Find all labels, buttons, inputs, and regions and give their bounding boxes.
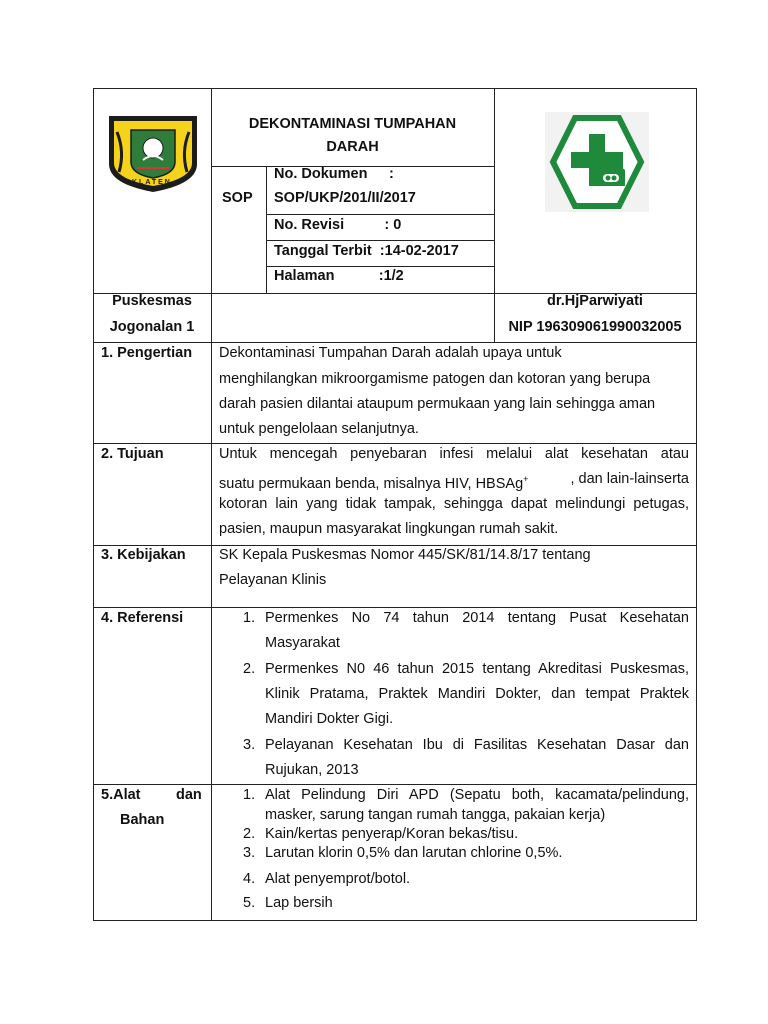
table-border-right [696, 88, 697, 921]
table-border-top [93, 88, 697, 89]
tujuan-line-2 [219, 469, 689, 494]
tujuan-line-3: kotoran lain yang tidak tampak, sehingga dapat melindungi petugas, [219, 496, 689, 512]
sop-column-divider [266, 166, 267, 294]
org-name-line2: Jogonalan 1 [109, 319, 195, 335]
label-column-divider [211, 88, 212, 921]
alat-item-3-num: 3. [243, 845, 256, 861]
emblem-text: KLATEN [132, 179, 172, 186]
org-name-line1: Puskesmas [112, 293, 192, 309]
signatory-name: dr.HjParwiyati [547, 293, 643, 309]
pengertian-line-1: Dekontaminasi Tumpahan Darah adalah upaya untuk [219, 345, 562, 361]
pengertian-line-2: menghilangkan mikroorgamisme patogen dan kotoran yang berupa [219, 371, 651, 387]
alat-item-2-num: 2. [243, 826, 256, 842]
no-revisi: No. Revisi : 0 [274, 217, 402, 233]
referensi-item-3-line-1: Pelayanan Kesehatan Ibu di Fasilitas Kesehatan Dasar dan [265, 737, 689, 753]
alat-item-5-line-1: Lap bersih [265, 895, 333, 911]
alat-item-4-num: 4. [243, 871, 256, 887]
referensi-item-2-line-1: Permenkes N0 46 tahun 2015 tentang Akreditasi Puskesmas, [265, 661, 689, 677]
tanggal-terbit: Tanggal Terbit :14-02-2017 [274, 243, 459, 259]
alat-item-3-line-1: Larutan klorin 0,5% dan larutan chlorine 0,5%. [265, 845, 563, 861]
tujuan-line-2-tail: , dan lain-lainserta [570, 471, 689, 487]
kebijakan-line-2: Pelayanan Klinis [219, 572, 327, 588]
section-label-tujuan: 2. Tujuan [101, 446, 164, 462]
document-title-line1: DEKONTAMINASI TUMPAHAN [248, 116, 457, 132]
alat-item-1-line-2: masker, sarung tangan rumah tangga, pakaian kerja) [265, 807, 606, 823]
table-border-left [93, 88, 94, 921]
section-label-kebijakan: 3. Kebijakan [101, 547, 186, 563]
alat-item-1-line-1: Alat Pelindung Diri APD (Sepatu both, kacamata/pelindung, [265, 787, 689, 803]
puskesmas-logo [545, 112, 649, 212]
no-dokumen-colon: : [389, 166, 394, 182]
referensi-item-1-num: 1. [243, 610, 256, 626]
section-label-alat-word1: 5.Alat [101, 787, 141, 803]
referensi-item-2-line-2: Klinik Pratama, Praktek Mandiri Dokter, dan tempat Praktek [265, 686, 689, 702]
alat-item-1-num: 1. [243, 787, 256, 803]
referensi-item-3-line-2: Rujukan, 2013 [265, 762, 359, 778]
referensi-item-2-num: 2. [243, 661, 256, 677]
pengertian-line-4: untuk pengelolaan selanjutnya. [219, 421, 419, 437]
referensi-item-2-line-3: Mandiri Dokter Gigi. [265, 711, 394, 727]
alat-item-5-num: 5. [243, 895, 256, 911]
referensi-item-3-num: 3. [243, 737, 256, 753]
section-label-pengertian: 1. Pengertian [101, 345, 193, 361]
tujuan-line-4: pasien, maupun masyarakat lingkungan rumah sakit. [219, 521, 559, 537]
sop-label: SOP [222, 190, 253, 206]
document-title-line2: DARAH [326, 139, 379, 155]
kebijakan-line-1: SK Kepala Puskesmas Nomor 445/SK/81/14.8/17 tentang [219, 547, 591, 563]
tujuan-line-2-head: suatu permukaan benda, misalnya HIV, HBSAg+ [219, 474, 529, 492]
no-dokumen-value: SOP/UKP/201/II/2017 [274, 190, 416, 206]
alat-item-2-line-1: Kain/kertas penyerap/Koran bekas/tisu. [265, 826, 519, 842]
section-label-alat-word2: dan [176, 787, 202, 803]
section-label-referensi: 4. Referensi [101, 610, 184, 626]
referensi-item-1-line-2: Masyarakat [265, 635, 340, 651]
tujuan-line-1: Untuk mencegah penyebaran infesi melalui alat kesehatan atau [219, 446, 689, 462]
no-dokumen-label: No. Dokumen [274, 166, 368, 182]
referensi-item-1-line-1: Permenkes No 74 tahun 2014 tentang Pusat Kesehatan [265, 610, 689, 626]
section-label-alat-line2: Bahan [120, 812, 165, 828]
pengertian-line-3: darah pasien dilantai ataupum permukaan yang lain sehingga aman [219, 396, 656, 412]
signatory-nip: NIP 196309061990032005 [508, 319, 682, 335]
halaman: Halaman :1/2 [274, 268, 404, 284]
table-border-bottom [93, 920, 697, 921]
alat-item-4-line-1: Alat penyemprot/botol. [265, 871, 411, 887]
